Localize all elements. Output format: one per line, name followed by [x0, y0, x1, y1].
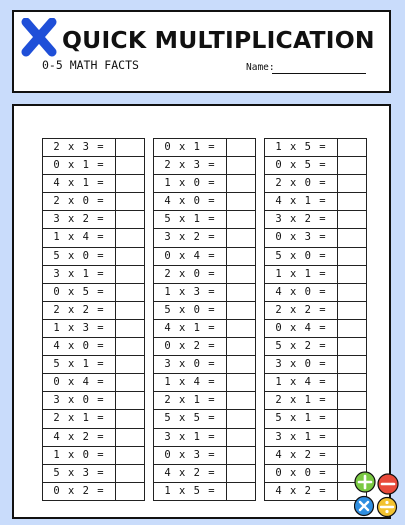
- fact-row: [43, 248, 144, 266]
- fact-problem: 2 x 2 =: [265, 302, 338, 319]
- fact-problem: 1 x 5 =: [154, 483, 227, 500]
- fact-row: [154, 248, 255, 266]
- fact-problem: 0 x 5 =: [43, 284, 116, 301]
- fact-problem: 4 x 1 =: [154, 320, 227, 337]
- fact-row: [265, 157, 366, 175]
- answer-box[interactable]: [338, 338, 366, 355]
- answer-box[interactable]: [338, 248, 366, 265]
- fact-problem: 4 x 0 =: [43, 338, 116, 355]
- fact-row: [43, 392, 144, 410]
- answer-box[interactable]: [338, 284, 366, 301]
- fact-row: [265, 320, 366, 338]
- fact-problem: 4 x 2 =: [265, 447, 338, 464]
- fact-row: [154, 193, 255, 211]
- answer-box[interactable]: [338, 392, 366, 409]
- fact-row: [43, 483, 144, 500]
- answer-box[interactable]: [227, 356, 255, 373]
- fact-problem: 1 x 0 =: [43, 447, 116, 464]
- times-icon: [355, 497, 374, 516]
- answer-box[interactable]: [338, 447, 366, 464]
- fact-row: [43, 139, 144, 157]
- fact-row: [43, 302, 144, 320]
- fact-row: [154, 266, 255, 284]
- fact-problem: 5 x 0 =: [154, 302, 227, 319]
- fact-problem: 3 x 0 =: [154, 356, 227, 373]
- answer-box[interactable]: [116, 302, 144, 319]
- fact-problem: 4 x 1 =: [265, 193, 338, 210]
- fact-problem: 4 x 0 =: [265, 284, 338, 301]
- fact-problem: 5 x 0 =: [265, 248, 338, 265]
- fact-problem: 1 x 4 =: [154, 374, 227, 391]
- fact-problem: 5 x 5 =: [154, 410, 227, 427]
- answer-box[interactable]: [227, 483, 255, 500]
- fact-row: [154, 447, 255, 465]
- answer-box[interactable]: [116, 410, 144, 427]
- fact-problem: 4 x 2 =: [154, 465, 227, 482]
- fact-problem: 0 x 3 =: [154, 447, 227, 464]
- fact-problem: 3 x 2 =: [265, 211, 338, 228]
- fact-problem: 5 x 1 =: [265, 410, 338, 427]
- fact-problem: 2 x 0 =: [43, 193, 116, 210]
- fact-row: [43, 175, 144, 193]
- fact-problem: 1 x 5 =: [265, 139, 338, 156]
- answer-box[interactable]: [116, 483, 144, 500]
- fact-problem: 2 x 3 =: [43, 139, 116, 156]
- fact-row: [154, 229, 255, 247]
- fact-problem: 1 x 1 =: [265, 266, 338, 283]
- fact-row: [154, 320, 255, 338]
- fact-problem: 3 x 0 =: [43, 392, 116, 409]
- answer-box[interactable]: [116, 229, 144, 246]
- fact-problem: 5 x 2 =: [265, 338, 338, 355]
- fact-problem: 2 x 3 =: [154, 157, 227, 174]
- fact-row: [43, 193, 144, 211]
- fact-row: [265, 392, 366, 410]
- fact-row: [265, 374, 366, 392]
- answer-box[interactable]: [338, 193, 366, 210]
- facts-column-3: [264, 138, 367, 501]
- fact-problem: 1 x 3 =: [43, 320, 116, 337]
- fact-problem: 2 x 2 =: [43, 302, 116, 319]
- fact-row: [265, 284, 366, 302]
- answer-box[interactable]: [116, 374, 144, 391]
- answer-box[interactable]: [116, 320, 144, 337]
- answer-box[interactable]: [338, 374, 366, 391]
- fact-problem: 4 x 2 =: [265, 483, 338, 500]
- fact-row: [265, 193, 366, 211]
- fact-row: [43, 266, 144, 284]
- fact-row: [265, 410, 366, 428]
- fact-row: [43, 429, 144, 447]
- name-write-line[interactable]: [272, 73, 366, 74]
- x-multiply-icon: [20, 18, 58, 58]
- answer-box[interactable]: [116, 465, 144, 482]
- answer-box[interactable]: [227, 338, 255, 355]
- fact-row: [154, 139, 255, 157]
- fact-problem: 2 x 1 =: [154, 392, 227, 409]
- fact-problem: 0 x 2 =: [154, 338, 227, 355]
- fact-row: [265, 447, 366, 465]
- answer-box[interactable]: [227, 465, 255, 482]
- fact-problem: 4 x 1 =: [43, 175, 116, 192]
- fact-problem: 3 x 1 =: [265, 429, 338, 446]
- fact-row: [265, 429, 366, 447]
- fact-row: [43, 157, 144, 175]
- fact-problem: 0 x 5 =: [265, 157, 338, 174]
- fact-problem: 1 x 4 =: [265, 374, 338, 391]
- fact-row: [43, 447, 144, 465]
- name-label: Name:: [246, 62, 275, 73]
- fact-row: [154, 284, 255, 302]
- fact-problem: 2 x 0 =: [265, 175, 338, 192]
- answer-box[interactable]: [227, 302, 255, 319]
- fact-row: [265, 175, 366, 193]
- facts-column-1: [42, 138, 145, 501]
- answer-box[interactable]: [338, 266, 366, 283]
- plus-icon: [355, 472, 375, 492]
- fact-row: [265, 211, 366, 229]
- answer-box[interactable]: [116, 338, 144, 355]
- fact-row: [154, 338, 255, 356]
- fact-problem: 5 x 1 =: [43, 356, 116, 373]
- fact-row: [154, 392, 255, 410]
- fact-row: [154, 410, 255, 428]
- fact-row: [265, 248, 366, 266]
- minus-icon: [378, 474, 398, 494]
- fact-row: [154, 429, 255, 447]
- answer-box[interactable]: [116, 211, 144, 228]
- fact-problem: 0 x 4 =: [43, 374, 116, 391]
- facts-sheet: [12, 104, 391, 519]
- answer-box[interactable]: [227, 157, 255, 174]
- fact-row: [43, 356, 144, 374]
- answer-box[interactable]: [116, 356, 144, 373]
- fact-row: [265, 266, 366, 284]
- fact-problem: 1 x 0 =: [154, 175, 227, 192]
- answer-box[interactable]: [116, 157, 144, 174]
- answer-box[interactable]: [116, 248, 144, 265]
- answer-box[interactable]: [227, 374, 255, 391]
- fact-problem: 0 x 4 =: [154, 248, 227, 265]
- fact-problem: 1 x 3 =: [154, 284, 227, 301]
- math-operators-decoration: [354, 470, 400, 518]
- fact-row: [154, 211, 255, 229]
- fact-problem: 3 x 1 =: [154, 429, 227, 446]
- fact-problem: 0 x 2 =: [43, 483, 116, 500]
- fact-row: [265, 465, 366, 483]
- answer-box[interactable]: [116, 392, 144, 409]
- answer-box[interactable]: [227, 175, 255, 192]
- answer-box[interactable]: [116, 175, 144, 192]
- answer-box[interactable]: [338, 157, 366, 174]
- answer-box[interactable]: [227, 284, 255, 301]
- worksheet-header: [12, 10, 391, 93]
- fact-problem: 0 x 1 =: [154, 139, 227, 156]
- fact-row: [43, 284, 144, 302]
- answer-box[interactable]: [227, 229, 255, 246]
- answer-box[interactable]: [116, 193, 144, 210]
- answer-box[interactable]: [338, 229, 366, 246]
- fact-problem: 0 x 0 =: [265, 465, 338, 482]
- page-title: QUICK MULTIPLICATION: [62, 26, 375, 54]
- fact-problem: 3 x 2 =: [43, 211, 116, 228]
- fact-row: [154, 483, 255, 500]
- fact-row: [43, 320, 144, 338]
- fact-problem: 3 x 0 =: [265, 356, 338, 373]
- fact-problem: 2 x 0 =: [154, 266, 227, 283]
- answer-box[interactable]: [338, 410, 366, 427]
- fact-problem: 5 x 3 =: [43, 465, 116, 482]
- fact-problem: 0 x 1 =: [43, 157, 116, 174]
- fact-row: [265, 483, 366, 500]
- answer-box[interactable]: [227, 447, 255, 464]
- fact-problem: 2 x 1 =: [43, 410, 116, 427]
- fact-row: [154, 175, 255, 193]
- fact-row: [265, 229, 366, 247]
- facts-column-2: [153, 138, 256, 501]
- answer-box[interactable]: [227, 139, 255, 156]
- answer-box[interactable]: [227, 410, 255, 427]
- page-subtitle: 0-5 MATH FACTS: [42, 58, 139, 72]
- answer-box[interactable]: [227, 248, 255, 265]
- fact-row: [43, 229, 144, 247]
- fact-row: [154, 157, 255, 175]
- fact-row: [154, 374, 255, 392]
- fact-problem: 3 x 1 =: [43, 266, 116, 283]
- fact-row: [43, 374, 144, 392]
- fact-problem: 0 x 4 =: [265, 320, 338, 337]
- fact-row: [154, 465, 255, 483]
- divide-icon: [378, 498, 397, 517]
- answer-box[interactable]: [227, 429, 255, 446]
- answer-box[interactable]: [227, 320, 255, 337]
- fact-row: [265, 338, 366, 356]
- answer-box[interactable]: [227, 211, 255, 228]
- fact-row: [265, 139, 366, 157]
- answer-box[interactable]: [338, 175, 366, 192]
- fact-problem: 0 x 3 =: [265, 229, 338, 246]
- answer-box[interactable]: [338, 356, 366, 373]
- answer-box[interactable]: [338, 320, 366, 337]
- fact-row: [154, 356, 255, 374]
- answer-box[interactable]: [116, 139, 144, 156]
- answer-box[interactable]: [227, 392, 255, 409]
- fact-problem: 5 x 0 =: [43, 248, 116, 265]
- answer-box[interactable]: [338, 429, 366, 446]
- fact-row: [265, 356, 366, 374]
- answer-box[interactable]: [116, 429, 144, 446]
- fact-problem: 1 x 4 =: [43, 229, 116, 246]
- answer-box[interactable]: [116, 266, 144, 283]
- fact-row: [43, 410, 144, 428]
- answer-box[interactable]: [227, 193, 255, 210]
- fact-row: [43, 338, 144, 356]
- fact-row: [43, 211, 144, 229]
- answer-box[interactable]: [338, 139, 366, 156]
- answer-box[interactable]: [338, 211, 366, 228]
- fact-problem: 5 x 1 =: [154, 211, 227, 228]
- fact-row: [43, 465, 144, 483]
- fact-row: [265, 302, 366, 320]
- answer-box[interactable]: [116, 447, 144, 464]
- fact-problem: 2 x 1 =: [265, 392, 338, 409]
- answer-box[interactable]: [227, 266, 255, 283]
- fact-problem: 4 x 2 =: [43, 429, 116, 446]
- answer-box[interactable]: [338, 302, 366, 319]
- fact-problem: 3 x 2 =: [154, 229, 227, 246]
- fact-row: [154, 302, 255, 320]
- answer-box[interactable]: [116, 284, 144, 301]
- fact-problem: 4 x 0 =: [154, 193, 227, 210]
